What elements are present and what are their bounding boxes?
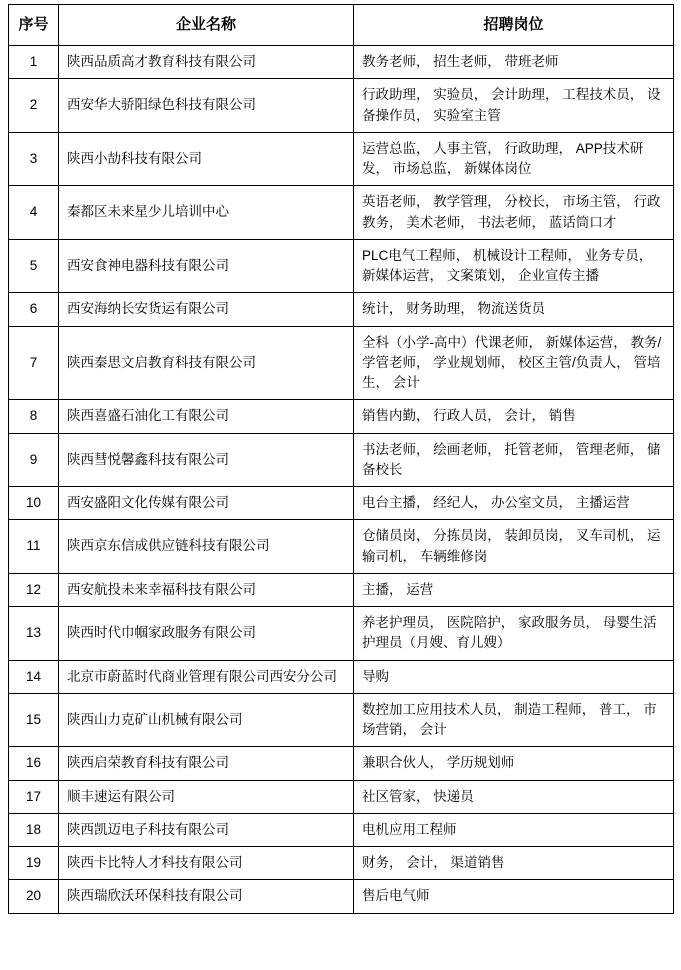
cell-index: 14 bbox=[9, 660, 59, 693]
cell-company-name: 陕西瑞欣沃环保科技有限公司 bbox=[59, 880, 354, 913]
table-row bbox=[9, 847, 674, 880]
cell-index: 11 bbox=[9, 520, 59, 574]
cell-company-name: 陕西京东信成供应链科技有限公司 bbox=[59, 520, 354, 574]
table-row bbox=[9, 487, 674, 520]
cell-positions: 电机应用工程师 bbox=[354, 813, 674, 846]
cell-company-name: 陕西启荣教育科技有限公司 bbox=[59, 747, 354, 780]
table-row bbox=[9, 293, 674, 326]
cell-index: 4 bbox=[9, 186, 59, 240]
cell-company-name: 陕西凯迈电子科技有限公司 bbox=[59, 813, 354, 846]
cell-index: 10 bbox=[9, 487, 59, 520]
cell-company-name: 北京市蔚蓝时代商业管理有限公司西安分公司 bbox=[59, 660, 354, 693]
cell-positions: 兼职合伙人， 学历规划师 bbox=[354, 747, 674, 780]
cell-positions: 电台主播， 经纪人， 办公室文员， 主播运营 bbox=[354, 487, 674, 520]
cell-company-name: 陕西秦思文启教育科技有限公司 bbox=[59, 326, 354, 400]
recruitment-table bbox=[8, 4, 674, 914]
cell-index: 3 bbox=[9, 132, 59, 186]
table-row bbox=[9, 573, 674, 606]
cell-company-name: 陕西卡比特人才科技有限公司 bbox=[59, 847, 354, 880]
cell-index: 19 bbox=[9, 847, 59, 880]
table-row bbox=[9, 79, 674, 133]
table-row bbox=[9, 400, 674, 433]
column-header-positions: 招聘岗位 bbox=[354, 5, 674, 46]
cell-index: 1 bbox=[9, 46, 59, 79]
cell-company-name: 陕西品质高才教育科技有限公司 bbox=[59, 46, 354, 79]
table-row bbox=[9, 747, 674, 780]
cell-index: 5 bbox=[9, 239, 59, 293]
table-row bbox=[9, 433, 674, 487]
cell-positions: 全科（小学-高中）代课老师， 新媒体运营， 教务/学管老师， 学业规划师， 校区主管/负责人， 管培生， 会计 bbox=[354, 326, 674, 400]
cell-positions: 教务老师， 招生老师， 带班老师 bbox=[354, 46, 674, 79]
table-row bbox=[9, 520, 674, 574]
cell-company-name: 陕西彗悦馨鑫科技有限公司 bbox=[59, 433, 354, 487]
document-page bbox=[0, 4, 681, 970]
cell-index: 16 bbox=[9, 747, 59, 780]
cell-index: 9 bbox=[9, 433, 59, 487]
cell-index: 20 bbox=[9, 880, 59, 913]
cell-positions: 销售内勤， 行政人员， 会计， 销售 bbox=[354, 400, 674, 433]
cell-positions: 数控加工应用技术人员， 制造工程师， 普工， 市场营销， 会计 bbox=[354, 693, 674, 747]
cell-positions: PLC电气工程师， 机械设计工程师， 业务专员， 新媒体运营， 文案策划， 企业宣传主播 bbox=[354, 239, 674, 293]
table-header bbox=[9, 5, 674, 46]
table-row bbox=[9, 813, 674, 846]
cell-positions: 社区管家， 快递员 bbox=[354, 780, 674, 813]
cell-index: 15 bbox=[9, 693, 59, 747]
cell-index: 7 bbox=[9, 326, 59, 400]
cell-company-name: 顺丰速运有限公司 bbox=[59, 780, 354, 813]
cell-company-name: 陕西喜盛石油化工有限公司 bbox=[59, 400, 354, 433]
cell-positions: 行政助理， 实验员， 会计助理， 工程技术员， 设备操作员， 实验室主管 bbox=[354, 79, 674, 133]
table-row bbox=[9, 780, 674, 813]
cell-index: 2 bbox=[9, 79, 59, 133]
table-row bbox=[9, 326, 674, 400]
cell-positions: 主播， 运营 bbox=[354, 573, 674, 606]
cell-company-name: 西安航投未来幸福科技有限公司 bbox=[59, 573, 354, 606]
table-row bbox=[9, 239, 674, 293]
cell-positions: 书法老师， 绘画老师， 托管老师， 管理老师， 储备校长 bbox=[354, 433, 674, 487]
cell-company-name: 秦都区未来星少儿培训中心 bbox=[59, 186, 354, 240]
cell-positions: 财务， 会计， 渠道销售 bbox=[354, 847, 674, 880]
table-row bbox=[9, 607, 674, 661]
cell-positions: 英语老师， 教学管理， 分校长， 市场主管， 行政 教务， 美术老师， 书法老师， 蓝话筒口才 bbox=[354, 186, 674, 240]
cell-positions: 运营总监， 人事主管， 行政助理， APP技术研发， 市场总监， 新媒体岗位 bbox=[354, 132, 674, 186]
table-header-row bbox=[9, 5, 674, 46]
cell-positions: 统计， 财务助理， 物流送货员 bbox=[354, 293, 674, 326]
table-row bbox=[9, 46, 674, 79]
cell-index: 17 bbox=[9, 780, 59, 813]
table-row bbox=[9, 132, 674, 186]
cell-company-name: 西安食神电器科技有限公司 bbox=[59, 239, 354, 293]
cell-company-name: 陕西时代巾帼家政服务有限公司 bbox=[59, 607, 354, 661]
table-row bbox=[9, 660, 674, 693]
table-body bbox=[9, 46, 674, 914]
cell-positions: 仓储员岗， 分拣员岗， 装卸员岗， 叉车司机， 运输司机， 车辆维修岗 bbox=[354, 520, 674, 574]
cell-positions: 导购 bbox=[354, 660, 674, 693]
table-row bbox=[9, 880, 674, 913]
cell-index: 13 bbox=[9, 607, 59, 661]
cell-company-name: 西安海纳长安货运有限公司 bbox=[59, 293, 354, 326]
cell-positions: 养老护理员， 医院陪护， 家政服务员， 母婴生活护理员（月嫂、育儿嫂） bbox=[354, 607, 674, 661]
cell-company-name: 陕西山力克矿山机械有限公司 bbox=[59, 693, 354, 747]
cell-positions: 售后电气师 bbox=[354, 880, 674, 913]
cell-company-name: 西安盛阳文化传媒有限公司 bbox=[59, 487, 354, 520]
column-header-index: 序号 bbox=[9, 5, 59, 46]
table-row bbox=[9, 186, 674, 240]
cell-index: 6 bbox=[9, 293, 59, 326]
table-row bbox=[9, 693, 674, 747]
cell-index: 12 bbox=[9, 573, 59, 606]
cell-company-name: 西安华大骄阳绿色科技有限公司 bbox=[59, 79, 354, 133]
column-header-company: 企业名称 bbox=[59, 5, 354, 46]
cell-index: 8 bbox=[9, 400, 59, 433]
cell-index: 18 bbox=[9, 813, 59, 846]
cell-company-name: 陕西小劼科技有限公司 bbox=[59, 132, 354, 186]
